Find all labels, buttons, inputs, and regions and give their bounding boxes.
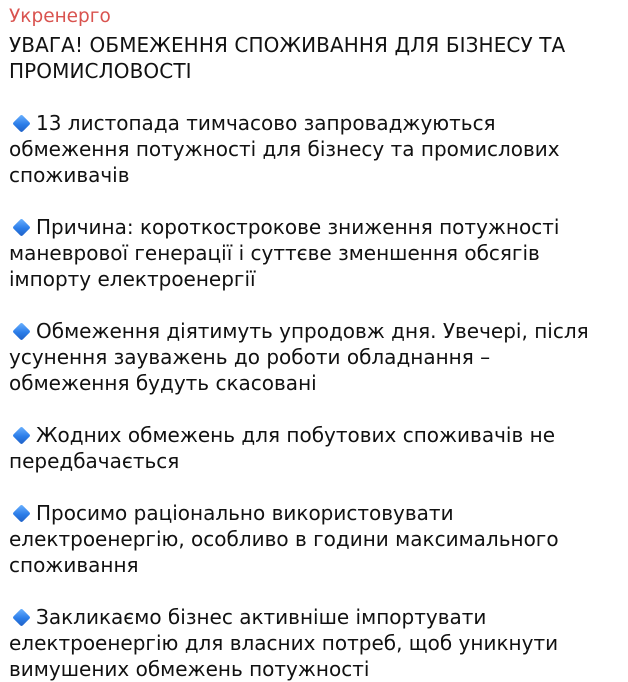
bullet-text: Жодних обмежень для побутових споживачів не передбачається	[9, 423, 555, 473]
bullet-text: Закликаємо бізнес активніше імпортувати електроенергію для власних потреб, щоб уникнути вимушених обмежень потужності	[9, 605, 559, 681]
blue-diamond-icon	[12, 322, 30, 340]
blue-diamond-icon	[12, 114, 30, 132]
bullet-list	[9, 110, 614, 682]
bullet-item	[9, 214, 614, 292]
message-headline: УВАГА! ОБМЕЖЕННЯ СПОЖИВАННЯ ДЛЯ БІЗНЕСУ ТА ПРОМИСЛОВОСТІ	[9, 33, 566, 83]
bullet-item	[9, 500, 614, 578]
sender-name[interactable]: Укренерго	[9, 6, 111, 27]
bullet-item	[9, 422, 614, 474]
bullet-item	[9, 318, 614, 396]
bullet-item	[9, 604, 614, 682]
bullet-item	[9, 110, 614, 188]
bullet-text: 13 листопада тимчасово запроваджуються обмеження потужності для бізнесу та промислових споживачів	[9, 111, 560, 187]
blue-diamond-icon	[12, 426, 30, 444]
blue-diamond-icon	[12, 608, 30, 626]
bullet-text: Причина: короткострокове зниження потужності маневрової генерації і суттєве зменшення обсягів імпорту електроенергії	[9, 215, 560, 291]
bullet-text: Обмеження діятимуть упродовж дня. Увечері, після усунення зауважень до роботи обладнання – обмеження будуть скасовані	[9, 319, 589, 395]
blue-diamond-icon	[12, 504, 30, 522]
bullet-text: Просимо раціонально використовувати електроенергію, особливо в години максимального споживання	[9, 501, 559, 577]
blue-diamond-icon	[12, 218, 30, 236]
